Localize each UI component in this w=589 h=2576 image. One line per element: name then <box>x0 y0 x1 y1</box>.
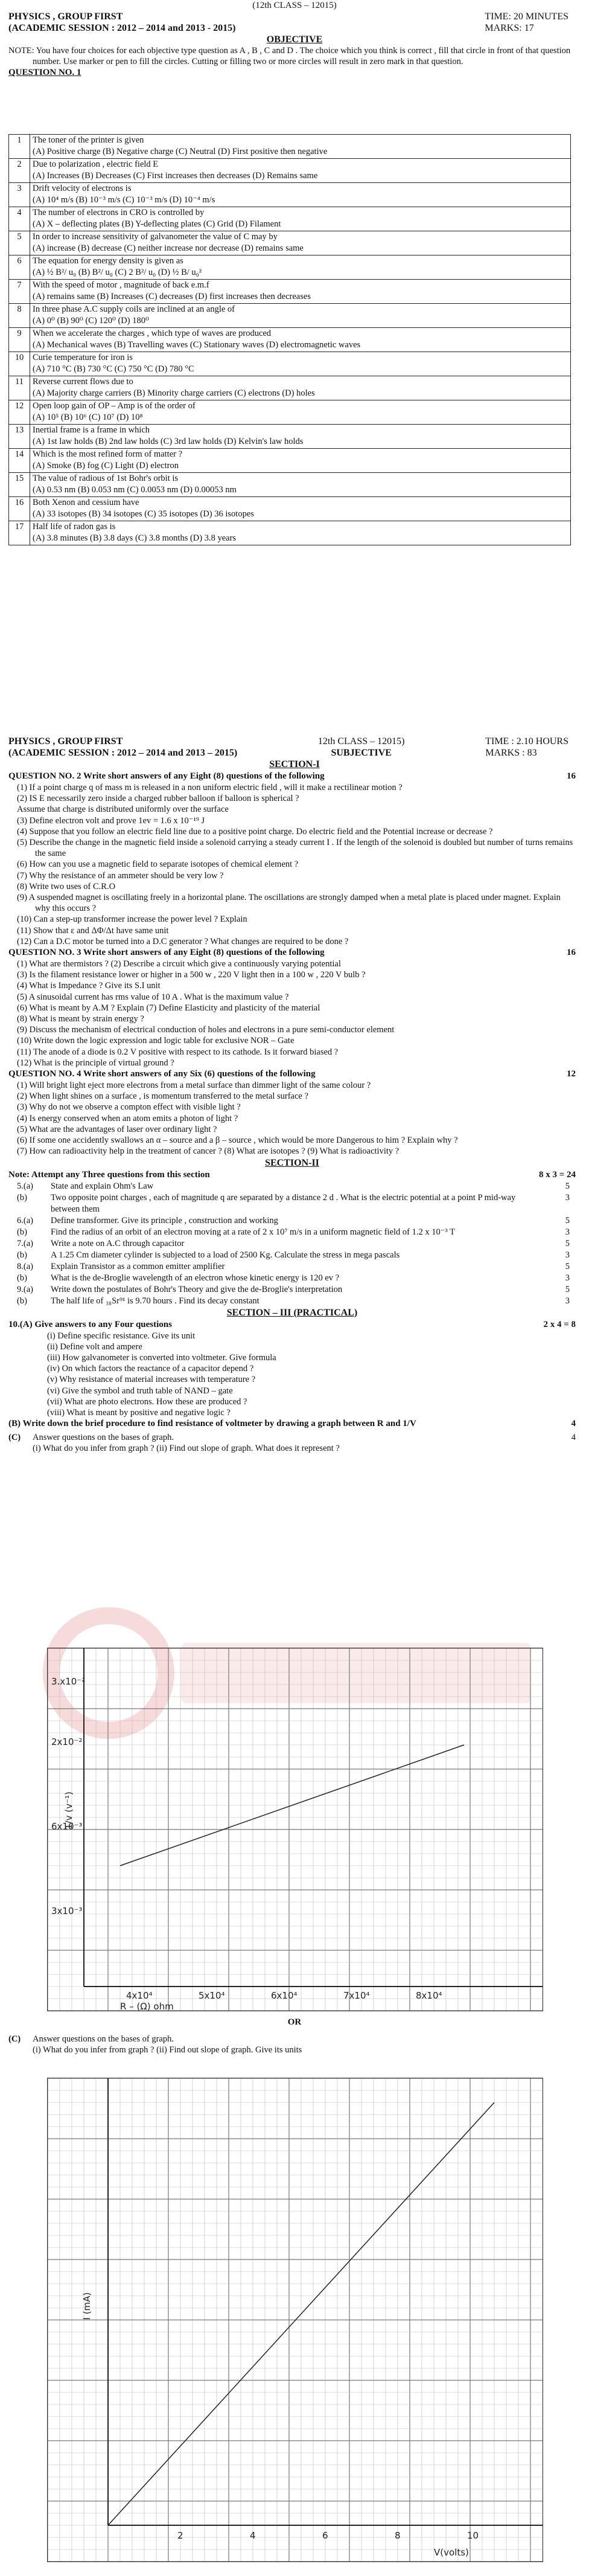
question-text: Inertial frame is a frame in which <box>30 425 571 436</box>
objective-question-row <box>9 135 571 146</box>
question-options: (A) 33 isotopes (B) 34 isotopes (C) 35 isotopes (D) 36 isotopes <box>30 509 571 521</box>
question-options: (A) 10⁵ (B) 10⁶ (C) 10⁷ (D) 10⁸ <box>30 412 571 425</box>
question-number: 10 <box>9 352 30 376</box>
section-2-item <box>8 1181 576 1192</box>
question-options: (A) Mechanical waves (B) Travelling waves (C) Stationary waves (D) electromagnetic waves <box>30 339 571 352</box>
question-item: (6) What is meant by A.M ? Explain (7) Define Elasticity and plasticity of the material <box>17 1003 320 1013</box>
objective-options-row <box>9 412 571 425</box>
section-2-item-marks: 5 <box>565 1181 570 1191</box>
section-2-item-marks: 3 <box>565 1296 570 1306</box>
objective-options-row <box>9 339 571 352</box>
graph-2-svg <box>48 2078 543 2562</box>
question-options: (A) X – deflecting plates (B) Y-deflecting plates (C) Grid (D) Filament <box>30 219 571 231</box>
objective-options-row <box>9 460 571 473</box>
section-2-item-text: Write down the postulates of Bohr's Theory and give the de-Broglie's interpretation <box>51 1284 343 1294</box>
objective-question-row <box>9 521 571 533</box>
question-number: 2 <box>9 159 30 183</box>
question-item: (8) What is meant by strain energy ? <box>17 1014 144 1024</box>
question-options: (A) 0⁰ (B) 90⁰ (C) 120⁰ (D) 180⁰ <box>30 315 571 328</box>
objective-options-row <box>9 533 571 545</box>
section-2-item <box>8 1192 576 1215</box>
question-item: (8) Write two uses of C.R.O <box>17 881 116 891</box>
objective-options-row <box>9 315 571 328</box>
section-title: OBJECTIVE <box>266 34 323 45</box>
question-item: (3) Why do not we observe a compton effect with visible light ? <box>17 1102 241 1113</box>
section-2-item-text: Two opposite point charges , each of magnitude q are separated by a distance 2 d . What is the electric potential at a point P mid-way between them <box>51 1192 516 1214</box>
marks-label: MARKS: 17 <box>485 23 534 33</box>
question-item: (7) How can radioactivity help in the treatment of cancer ? (8) What are isotopes ? (9) What is radioactivity ? <box>17 1146 400 1157</box>
section-2-item <box>8 1284 576 1296</box>
question-text: Drift velocity of electrons is <box>30 183 571 194</box>
section-2-item-text: The half life of ₃₈Sr⁹¹ is 9.70 hours . Find its decay constant <box>51 1296 259 1306</box>
section-2-list <box>8 1181 576 1307</box>
objective-question-row <box>9 280 571 291</box>
question-number: 5 <box>9 231 30 255</box>
section-2-item-text: State and explain Ohm's Law <box>51 1181 154 1191</box>
objective-question-row <box>9 376 571 388</box>
question-number: 6 <box>9 255 30 280</box>
section-2-item-marks: 5 <box>565 1215 570 1225</box>
question-options: (A) increase (B) decrease (C) neither increase nor decrease (D) remains same <box>30 243 571 255</box>
question-item: (12) Can a D.C motor be turned into a D.C generator ? What changes are required to be done ? <box>17 936 349 946</box>
q10b-row: (B) Write down the brief procedure to find resistance of voltmeter by drawing a graph between R and 1/V 4 <box>8 1419 576 1429</box>
question-number: 4 <box>9 207 30 231</box>
section-2-item <box>8 1238 576 1250</box>
question-item: (7) Why the resistance of an ammeter should be very low ? <box>17 870 224 881</box>
question-item: (3) Define electron volt and prove 1ev = 1.6 x 10⁻¹⁹ J <box>17 815 205 826</box>
section-2-item-number: 6.(a) <box>17 1215 33 1225</box>
q10c2-row: (C) Answer questions on the bases of graph. (i) What do you infer from graph ? (ii) Find out slope of graph. Give its units <box>8 2034 302 2055</box>
graph-1-y-tick: 6x10⁻³ <box>51 1821 83 1832</box>
question-number: 17 <box>9 521 30 545</box>
section-2-item-number: (b) <box>17 1250 27 1260</box>
question-number: 7 <box>9 280 30 304</box>
question-item: (10) Can a step-up transformer increase the power level ? Explain <box>17 914 247 925</box>
question-text: Reverse current flows due to <box>30 376 571 388</box>
objective-header <box>0 0 589 79</box>
objective-options-row <box>9 388 571 400</box>
section-2-item <box>8 1261 576 1273</box>
q3-list <box>8 959 576 1068</box>
objective-options-row <box>9 243 571 255</box>
question-item: (5) Describe the change in the magnetic field inside a solenoid carrying a steady current I . If the length of the solenoid is doubled but number of turns remains the same <box>17 838 573 859</box>
section-2-item <box>8 1250 576 1261</box>
section-2-item-marks: 5 <box>565 1284 570 1294</box>
graph-2-x-tick: 4 <box>250 2530 256 2541</box>
section-2-note: Note: Attempt any Three questions from this section 8 x 3 = 24 <box>8 1169 576 1180</box>
graph-1-x-tick: 5x10⁴ <box>199 1990 225 2001</box>
graph-1-x-label: R – (Ω) ohm <box>120 2001 174 2011</box>
question-text: When we accelerate the charges , which type of waves are produced <box>30 328 571 339</box>
question-number: 16 <box>9 497 30 521</box>
section-2-item-marks: 3 <box>565 1227 570 1237</box>
question-options: (A) 10⁴ m/s (B) 10⁻³ m/s (C) 10⁻³ m/s (D) 10⁻⁴ m/s <box>30 194 571 207</box>
question-options: (A) 0.53 nm (B) 0.053 nm (C) 0.0053 nm (D) 0.00053 nm <box>30 484 571 497</box>
section-2-title: SECTION-II <box>265 1157 319 1168</box>
section-2-item <box>8 1273 576 1284</box>
section-2-item-number: 8.(a) <box>17 1261 33 1271</box>
question-item: (vii) What are photo electrons. How these are produced ? <box>47 1396 247 1407</box>
objective-question-row <box>9 231 571 243</box>
section-2-item-text: Explain Transistor as a common emitter amplifier <box>51 1261 225 1271</box>
objective-options-row <box>9 291 571 304</box>
or-label: OR <box>287 2017 302 2027</box>
question-item: (1) If a point charge q of mass m is released in a non uniform electric field , will it make a rectilinear motion ? <box>17 783 403 792</box>
question-item: (5) What are the advantages of laser over ordinary light ? <box>17 1124 217 1134</box>
q2-heading: QUESTION NO. 2 Write short answers of any Eight (8) questions of the following 16 <box>8 771 576 781</box>
subjective-session: (ACADEMIC SESSION : 2012 – 2014 and 2013 – 2015) <box>8 748 238 758</box>
section-2-item-marks: 3 <box>565 1192 570 1203</box>
objective-options-row <box>9 484 571 497</box>
objective-options-row <box>9 267 571 280</box>
grid-lines <box>48 1648 543 2011</box>
question-item: Assume that charge is distributed uniformly over the surface <box>17 805 229 815</box>
question-number: 13 <box>9 425 30 449</box>
objective-question-row <box>9 304 571 315</box>
section-1-title: SECTION-I <box>269 759 320 769</box>
section-2-item-marks: 3 <box>565 1250 570 1260</box>
objective-table <box>8 134 571 545</box>
question-number: 1 <box>9 135 30 159</box>
question-options: (A) Smoke (B) fog (C) Light (D) electron <box>30 460 571 473</box>
graph-2-x-tick: 2 <box>177 2530 183 2541</box>
graph-2-x-tick: 10 <box>467 2530 479 2541</box>
graph-2-x-tick: 6 <box>322 2530 328 2541</box>
question-options: (A) Positive charge (B) Negative charge (C) Neutral (D) First positive then negative <box>30 146 571 159</box>
question-item: (5) A sinusoidal current has rms value of 10 A . What is the maximum value ? <box>17 992 289 1002</box>
question-text: Curie temperature for iron is <box>30 352 571 364</box>
question-item: (4) Suppose that you follow an electric field line due to a positive point charge. Do electric field and the Potential increase or decrease ? <box>17 826 493 837</box>
question-text: The value of radious of 1st Bohr's orbit is <box>30 473 571 484</box>
or-separator <box>0 2017 589 2055</box>
objective-question-row <box>9 183 571 194</box>
graph-1-y-tick: 3x10⁻³ <box>51 1906 83 1916</box>
question-options: (A) 1st law holds (B) 2nd law holds (C) 3rd law holds (D) Kelvin's law holds <box>30 436 571 449</box>
graph-1-x-tick: 6x10⁴ <box>271 1990 298 2001</box>
question-number: 14 <box>9 449 30 473</box>
section-2-item <box>8 1227 576 1238</box>
question-item: (vi) Give the symbol and truth table of NAND – gate <box>47 1386 233 1396</box>
graph-1 <box>47 1648 543 2011</box>
objective-question-row <box>9 473 571 484</box>
question-item: (viii) What is meant by positive and negative logic ? <box>47 1407 231 1418</box>
objective-question-row <box>9 207 571 219</box>
question-item: (11) Show that ε and ΔΦ/Δt have same unit <box>17 925 169 936</box>
section-2-item-marks: 3 <box>565 1273 570 1283</box>
graph-1-x-tick: 8x10⁴ <box>416 1990 442 2001</box>
objective-question-row <box>9 497 571 509</box>
q10-heading: 10.(A) Give answers to any Four questions 2 x 4 = 8 <box>8 1319 576 1329</box>
subjective-title: PHYSICS , GROUP FIRST <box>8 736 123 747</box>
objective-question-row <box>9 255 571 267</box>
question-item: (6) How can you use a magnetic field to separate isotopes of chemical element ? <box>17 859 299 870</box>
q4-list <box>8 1080 576 1157</box>
instructions-note: NOTE: You have four choices for each objective type question as A , B , C and D . The choice which you think is correct , fill that circle in front of that question number. Use marker or pen to fill the circles. Cutting or filling two or more circles will result in zero mark in that question. <box>8 46 571 67</box>
objective-options-row <box>9 509 571 521</box>
section-2-item-number: (b) <box>17 1227 27 1237</box>
question-text: Open loop gain of OP – Amp is of the order of <box>30 400 571 412</box>
question-item: (i) Define specific resistance. Give its unit <box>47 1331 196 1341</box>
section-2-item-number: 7.(a) <box>17 1238 33 1248</box>
subjective-marks: MARKS : 83 <box>485 748 537 758</box>
question-text: In three phase A.C supply coils are inclined at an angle of <box>30 304 571 315</box>
section-2-item-marks: 5 <box>565 1238 570 1248</box>
question-text: With the speed of motor , magnitude of back e.m.f <box>30 280 571 291</box>
objective-options-row <box>9 194 571 207</box>
section-2-item-number: (b) <box>17 1296 27 1306</box>
graph-1-x-tick: 4x10⁴ <box>126 1990 153 2001</box>
section-3-title: SECTION – III (PRACTICAL) <box>226 1307 358 1318</box>
graph-1-y-label: 1/v (v⁻¹) <box>63 1791 74 1829</box>
objective-options-row <box>9 170 571 183</box>
question-text: Half life of radon gas is <box>30 521 571 533</box>
question-item: (2) IS E necessarily zero inside a charged rubber balloon if balloon is spherical ? <box>17 794 299 804</box>
graph-2 <box>47 2078 543 2562</box>
subjective-section <box>0 736 589 1454</box>
section-2-item <box>8 1215 576 1227</box>
section-2-item-number: (b) <box>17 1273 27 1283</box>
graph-1-y-tick: 2x10⁻² <box>51 1736 83 1747</box>
question-options: (A) 710 °C (B) 730 °C (C) 750 °C (D) 780 °C <box>30 364 571 376</box>
question-item: (ii) Define volt and ampere <box>47 1341 142 1352</box>
question-options: (A) remains same (B) Increases (C) decreases (D) first increases then decreases <box>30 291 571 304</box>
objective-options-row <box>9 219 571 231</box>
section-2-item-marks: 5 <box>565 1261 570 1271</box>
objective-question-row <box>9 400 571 412</box>
question-item: (12) What is the principle of virtual ground ? <box>17 1058 174 1068</box>
objective-options-row <box>9 436 571 449</box>
objective-question-row <box>9 449 571 460</box>
session-label: (ACADEMIC SESSION : 2012 – 2014 and 2013 - 2015) <box>8 23 236 33</box>
objective-table-wrap <box>0 134 571 545</box>
question-text: In order to increase sensitivity of galvanometer the value of C may by <box>30 231 571 243</box>
q10-list <box>8 1331 576 1419</box>
question-item: (2) When light shines on a surface , is momentum transferred to the metal surface ? <box>17 1091 308 1102</box>
graph-2-x-tick: 8 <box>395 2530 401 2541</box>
time-label: TIME: 20 MINUTES <box>485 11 568 22</box>
objective-question-row <box>9 352 571 364</box>
question-number: 8 <box>9 304 30 328</box>
question-item: (9) A suspended magnet is oscillating freely in a horizontal plane. The oscillations are strongly damped when a metal plate is placed under magnet. Explain why this occurs ? <box>17 893 561 914</box>
graph-1-x-tick: 7x10⁴ <box>343 1990 370 2001</box>
paper-title: PHYSICS , GROUP FIRST <box>8 11 123 22</box>
section-2-item-number: (b) <box>17 1192 27 1203</box>
question-number: 12 <box>9 400 30 425</box>
question-number: 11 <box>9 376 30 400</box>
q4-heading: QUESTION NO. 4 Write short answers of any Six (6) questions of the following 12 <box>8 1069 576 1079</box>
section-2-item-text: Find the radius of an orbit of an electron moving at a rate of 2 x 10⁷ m/s in a uniform magnetic field of 1.2 x 10⁻³ T <box>51 1227 455 1237</box>
section-2-item-text: What is the de-Broglie wavelength of an electron whose kinetic energy is 120 ev ? <box>51 1273 340 1283</box>
question-text: Which is the most refined form of matter ? <box>30 449 571 460</box>
question-number: 9 <box>9 328 30 352</box>
graph-2-y-label: I (mA) <box>81 2292 92 2320</box>
question-1-label: QUESTION NO. 1 <box>8 68 81 78</box>
question-item: (9) Discuss the mechanism of electrical conduction of holes and electrons in a pure semi-conductor element <box>17 1025 395 1035</box>
objective-question-row <box>9 328 571 339</box>
question-options: (A) Majority charge carriers (B) Minority charge carriers (C) electrons (D) holes <box>30 388 571 400</box>
q10c-row: (C) Answer questions on the bases of graph. (i) What do you infer from graph ? (ii) Find out slope of graph. What does it represent ? 4 <box>8 1433 576 1454</box>
question-item: (iv) On which factors the reactance of a capacitor depend ? <box>47 1364 254 1374</box>
subjective-label: SUBJECTIVE <box>331 748 392 758</box>
q3-heading: QUESTION NO. 3 Write short answers of any Eight (8) questions of the following 16 <box>8 948 576 958</box>
question-options: (A) 3.8 minutes (B) 3.8 days (C) 3.8 months (D) 3.8 years <box>30 533 571 545</box>
question-item: (11) The anode of a diode is 0.2 V positive with respect to its cathode. Is it forward biased ? <box>17 1047 339 1057</box>
question-item: (3) Is the filament resistance lower or higher in a 500 w , 220 V light then in a 100 w , 220 V bulb ? <box>17 970 366 980</box>
question-item: (10) Write down the logic expression and logic table for exclusive NOR – Gate <box>17 1036 294 1046</box>
question-item: (4) What is Impedance ? Give its S.I unit <box>17 981 161 991</box>
graph-2-x-label: V(volts) <box>434 2547 469 2558</box>
objective-question-row <box>9 425 571 436</box>
question-item: (4) Is energy conserved when an atom emits a photon of light ? <box>17 1113 238 1123</box>
q2-list <box>8 782 576 947</box>
question-item: (6) If some one accidently swallows an α – source and a β – source , which would be more Dangerous to him ? Explain why ? <box>17 1135 458 1146</box>
question-number: 3 <box>9 183 30 207</box>
objective-options-row <box>9 364 571 376</box>
question-text: Due to polarization , electric field E <box>30 159 571 170</box>
section-2-item-text: Write a note on A.C through capacitor <box>51 1238 185 1248</box>
question-item: (1) Will bright light eject more electrons from a metal surface than dimmer light of the same colour ? <box>17 1081 371 1091</box>
graph-1-svg <box>48 1648 543 2011</box>
question-item: (iii) How galvanometer is converted into voltmeter. Give formula <box>47 1352 276 1363</box>
section-2-item-text: Define transformer. Give its principle , construction and working <box>51 1215 278 1225</box>
question-text: Both Xenon and cessium have <box>30 497 571 509</box>
question-options: (A) Increases (B) Decreases (C) First increases then decreases (D) Remains same <box>30 170 571 183</box>
question-item: (1) What are thermistors ? (2) Describe a circuit which give a continuously varying potential <box>17 959 341 969</box>
class-label: (12th CLASS – 12015) <box>252 1 337 10</box>
question-options: (A) ½ B²/ u₀ (B) B²/ u₀ (C) 2 B²/ u₀ (D) ½ B/ u₀² <box>30 267 571 280</box>
question-text: The toner of the printer is given <box>30 135 571 146</box>
question-item: (v) Why resistance of material increases with temperature ? <box>47 1375 256 1385</box>
section-2-item <box>8 1296 576 1307</box>
question-text: The number of electrons in CRO is controlled by <box>30 207 571 219</box>
question-text: The equation for energy density is given as <box>30 255 571 267</box>
section-2-item-number: 9.(a) <box>17 1284 33 1294</box>
section-2-item-text: A 1.25 Cm diameter cylinder is subjected to a load of 2500 Kg. Calculate the stress in mega pascals <box>51 1250 400 1260</box>
subjective-class: 12th CLASS – 12015) <box>317 736 405 747</box>
graph-1-y-tick: 3.x10⁻² <box>51 1676 86 1687</box>
section-2-item-number: 5.(a) <box>17 1181 33 1191</box>
subjective-time: TIME : 2.10 HOURS <box>485 736 568 747</box>
question-number: 15 <box>9 473 30 497</box>
objective-options-row <box>9 146 571 159</box>
objective-question-row <box>9 159 571 170</box>
